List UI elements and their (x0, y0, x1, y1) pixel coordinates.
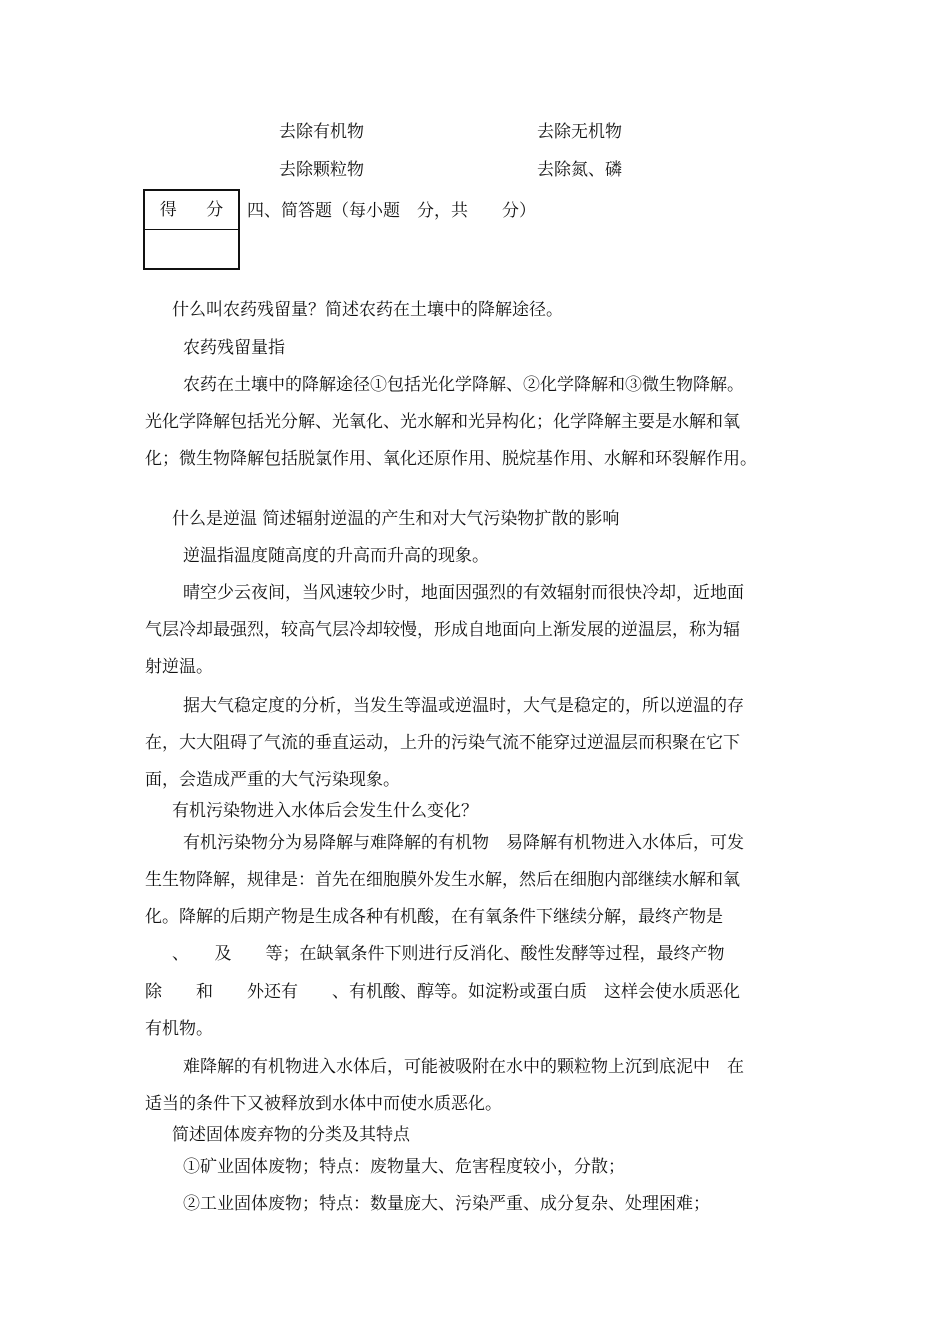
answer-3-line: 化。降解的后期产物是生成各种有机酸，在有氧条件下继续分解，最终产物是 (145, 907, 723, 927)
answer-1-line: 农药在土壤中的降解途径①包括光化学降解、②化学降解和③微生物降解。 (183, 375, 744, 395)
option-remove-organic: 去除有机物 (279, 122, 364, 142)
answer-3-line: 有机污染物分为易降解与难降解的有机物 易降解有机物进入水体后，可发 (183, 833, 744, 853)
option-remove-nitrogen-phosphorus: 去除氮、磷 (537, 160, 622, 180)
answer-2-line: 在，大大阻碍了气流的垂直运动，上升的污染气流不能穿过逆温层而积聚在它下 (145, 733, 740, 753)
answer-3-line: 适当的条件下又被释放到水体中而使水质恶化。 (145, 1094, 502, 1114)
section-title: 四、简答题（每小题 分，共 分） (247, 201, 536, 221)
answer-4-line: ①矿业固体废物；特点：废物量大、危害程度较小，分散； (183, 1157, 625, 1177)
answer-1-definition: 农药残留量指 (183, 338, 285, 358)
score-blank (145, 230, 238, 268)
answer-1-line: 光化学降解包括光分解、光氧化、光水解和光异构化；化学降解主要是水解和氧 (145, 412, 740, 432)
answer-2-line: 据大气稳定度的分析，当发生等温或逆温时，大气是稳定的，所以逆温的存 (183, 696, 744, 716)
answer-2-line: 射逆温。 (145, 657, 213, 677)
option-remove-particulates: 去除颗粒物 (279, 160, 364, 180)
score-label: 得 分 (145, 191, 238, 230)
answer-2-line: 面，会造成严重的大气污染现象。 (145, 770, 400, 790)
answer-2-line: 气层冷却最强烈，较高气层冷却较慢，形成自地面向上渐发展的逆温层，称为辐 (145, 620, 740, 640)
score-box (143, 189, 240, 270)
question-4: 简述固体废弃物的分类及其特点 (172, 1125, 410, 1145)
answer-3-line: 生生物降解，规律是：首先在细胞膜外发生水解，然后在细胞内部继续水解和氧 (145, 870, 740, 890)
answer-3-line: 除 和 外还有 、有机酸、醇等。如淀粉或蛋白质 这样会使水质恶化 (145, 982, 740, 1002)
question-1: 什么叫农药残留量？简述农药在土壤中的降解途径。 (172, 300, 563, 320)
answer-3-line: 、 及 等；在缺氧条件下则进行反消化、酸性发酵等过程，最终产物 (172, 944, 725, 964)
answer-2-definition: 逆温指温度随高度的升高而升高的现象。 (183, 546, 489, 566)
answer-3-line: 有机物。 (145, 1019, 213, 1039)
option-remove-inorganic: 去除无机物 (537, 122, 622, 142)
answer-4-line: ②工业固体废物；特点：数量庞大、污染严重、成分复杂、处理困难； (183, 1194, 710, 1214)
answer-3-line: 难降解的有机物进入水体后，可能被吸附在水中的颗粒物上沉到底泥中 在 (183, 1057, 744, 1077)
question-3: 有机污染物进入水体后会发生什么变化？ (172, 801, 478, 821)
answer-2-line: 晴空少云夜间，当风速较少时，地面因强烈的有效辐射而很快冷却，近地面 (183, 583, 744, 603)
answer-1-line: 化；微生物降解包括脱氯作用、氧化还原作用、脱烷基作用、水解和环裂解作用。 (145, 449, 757, 469)
question-2: 什么是逆温 简述辐射逆温的产生和对大气污染物扩散的影响 (172, 509, 620, 529)
